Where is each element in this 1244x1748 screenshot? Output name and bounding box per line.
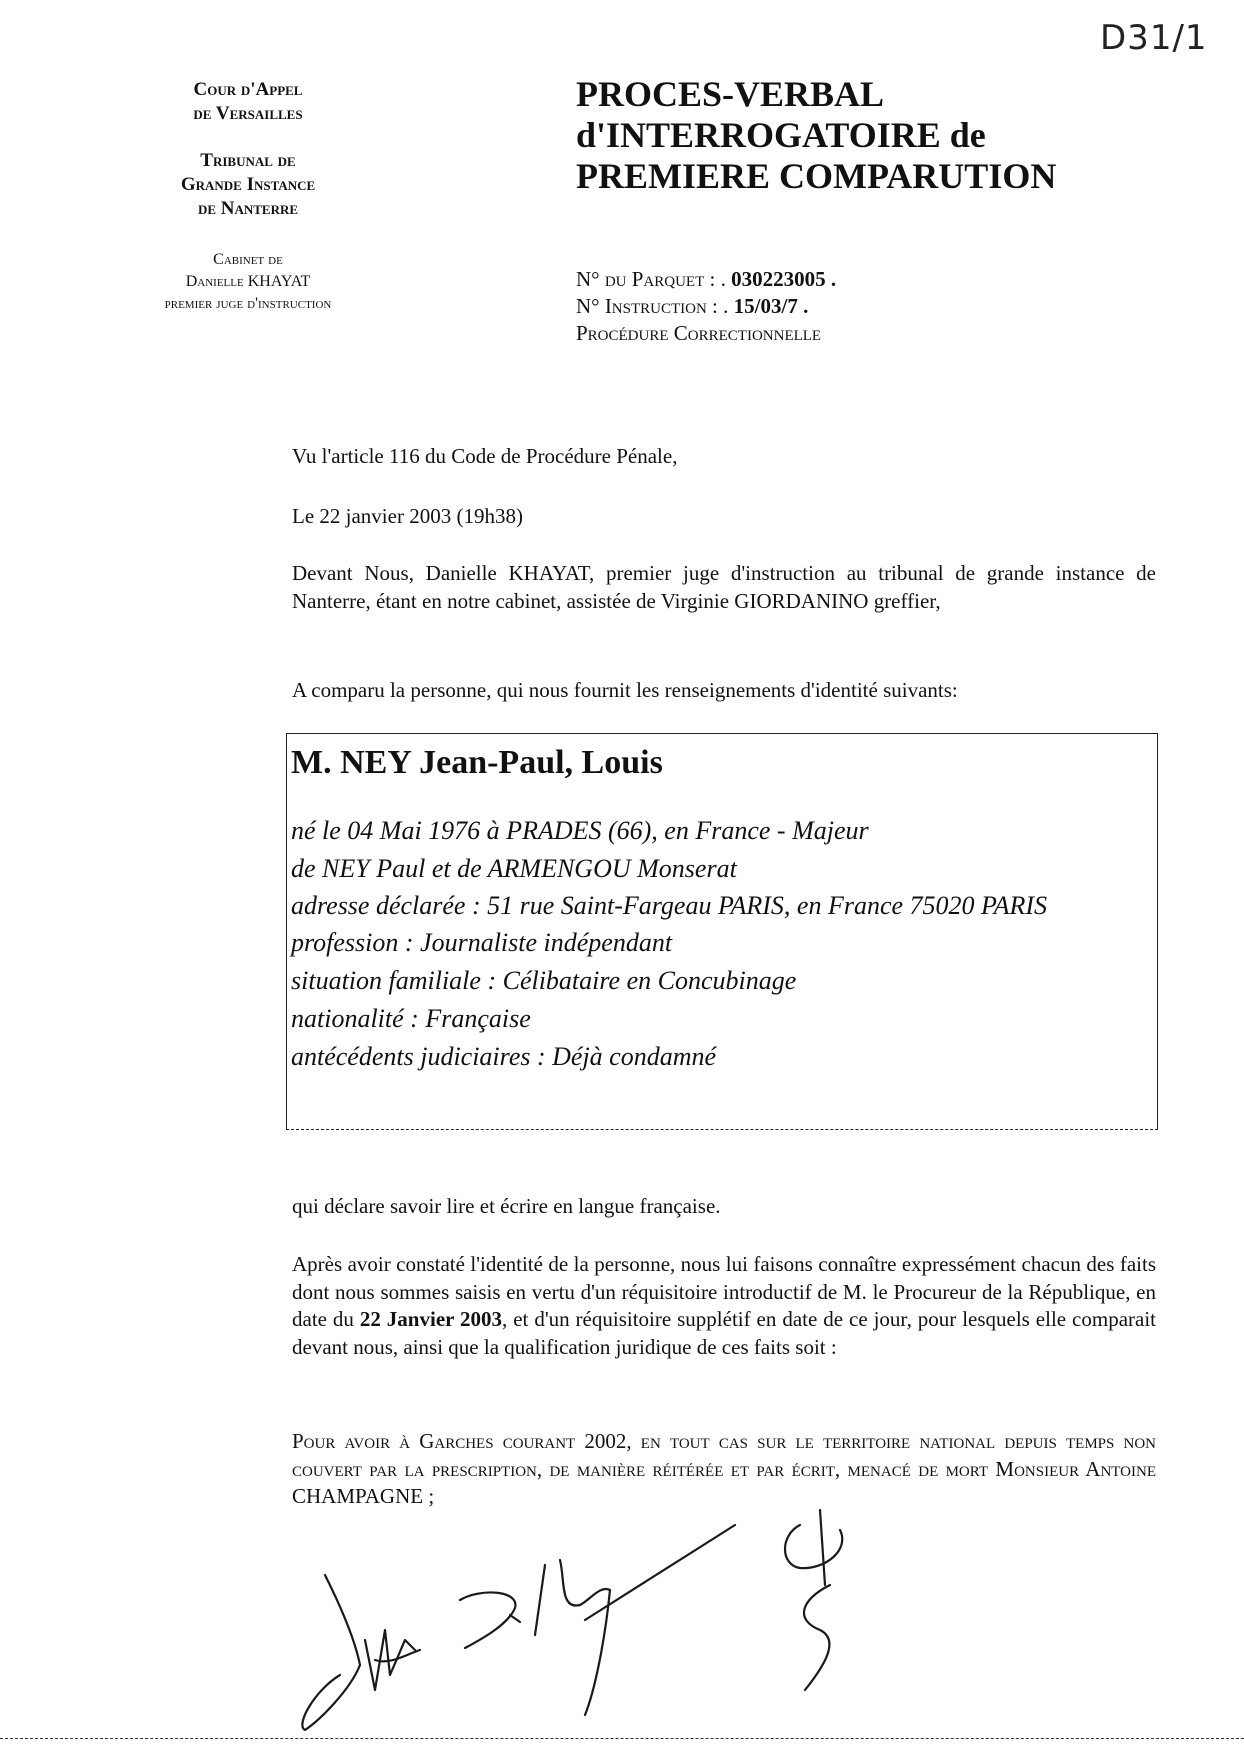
court-header [118,78,378,315]
court-line: Tribunal de [200,150,296,171]
paragraph-comparution: A comparu la personne, qui nous fournit les renseignements d'identité suivants: [292,678,958,702]
paragraph-date: Le 22 janvier 2003 (19h38) [292,504,523,528]
court-line: Grande Instance [180,174,316,195]
identity-profession: profession : Journaliste indépendant [291,928,673,957]
paragraph-article: Vu l'article 116 du Code de Procédure Pénale, [292,444,678,468]
facts-text-a: Après avoir constaté l'identité de la personne, nous lui faisons connaître expressément chacun des faits dont nous sommes saisis en vertu d'un réquisitoire introductif de M. le Procureur de la République, en date du [292,1252,1156,1331]
identity-address: adresse déclarée : 51 rue Saint-Fargeau PARIS, en France 75020 PARIS [291,891,1047,920]
facts-date: 22 Janvier 2003 [359,1307,503,1331]
bottom-divider [0,1738,1244,1739]
identity-details [291,812,1157,1076]
identity-family: situation familiale : Célibataire en Concubinage [291,966,797,995]
identity-nationality: nationalité : Française [291,1004,531,1033]
signature-party [785,1510,842,1690]
paragraph-charge: Pour avoir à Garches courant 2002, en tout cas sur le territoire national depuis temps non couvert par la prescription, de manière réitérée et par écrit, menacé de mort Monsieur Antoine CHAMPAGNE ; [292,1429,1156,1508]
identity-birth: né le 04 Mai 1976 à PRADES (66), en France - Majeur [291,816,869,845]
identity-box [286,733,1158,1130]
instruction-value: 15/03/7 . [733,294,809,318]
court-line: de Versailles [193,103,303,124]
procedure-type: Procédure Correctionnelle [576,321,822,345]
facts-text-c: , et d'un réquisitoire supplétif en date de ce jour, pour lesquels elle comparait devant nous, ainsi que la qualification juridique de ces faits soit : [292,1307,1156,1359]
title-line: d'INTERROGATOIRE de [576,115,986,155]
identity-parents: de NEY Paul et de ARMENGOU Monserat [291,854,737,883]
court-line: de Nanterre [197,198,299,219]
cabinet-line: Cabinet de [213,251,283,268]
signatures [280,1490,940,1740]
page-mark: D31/1 [1100,18,1208,58]
identity-record: antécédents judiciaires : Déjà condamné [291,1042,717,1071]
paragraph-judge: Devant Nous, Danielle KHAYAT, premier juge d'instruction au tribunal de grande instance de Nanterre, étant en notre cabinet, assistée de Virginie GIORDANINO greffier, [292,561,1156,613]
signature-judge [460,1525,735,1715]
instruction-label: N° Instruction : . [576,294,729,318]
cabinet-line: Danielle KHAYAT [185,273,311,290]
parquet-label: N° du Parquet : . [576,267,726,291]
title-line: PREMIERE COMPARUTION [576,156,1057,196]
paragraph-language: qui déclare savoir lire et écrire en langue française. [292,1194,721,1218]
title-line: PROCES-VERBAL [576,74,885,114]
court-line: Cour d'Appel [193,79,303,100]
cabinet-line: premier juge d'instruction [164,295,332,312]
parquet-number [576,266,1176,293]
person-name: M. NEY Jean-Paul, Louis [291,744,663,781]
instruction-number [576,293,1176,320]
signature-witness [302,1575,420,1730]
case-references [576,266,1176,347]
document-title [576,74,1176,197]
paragraph-facts [292,1251,1156,1361]
parquet-value: 030223005 . [731,267,837,291]
